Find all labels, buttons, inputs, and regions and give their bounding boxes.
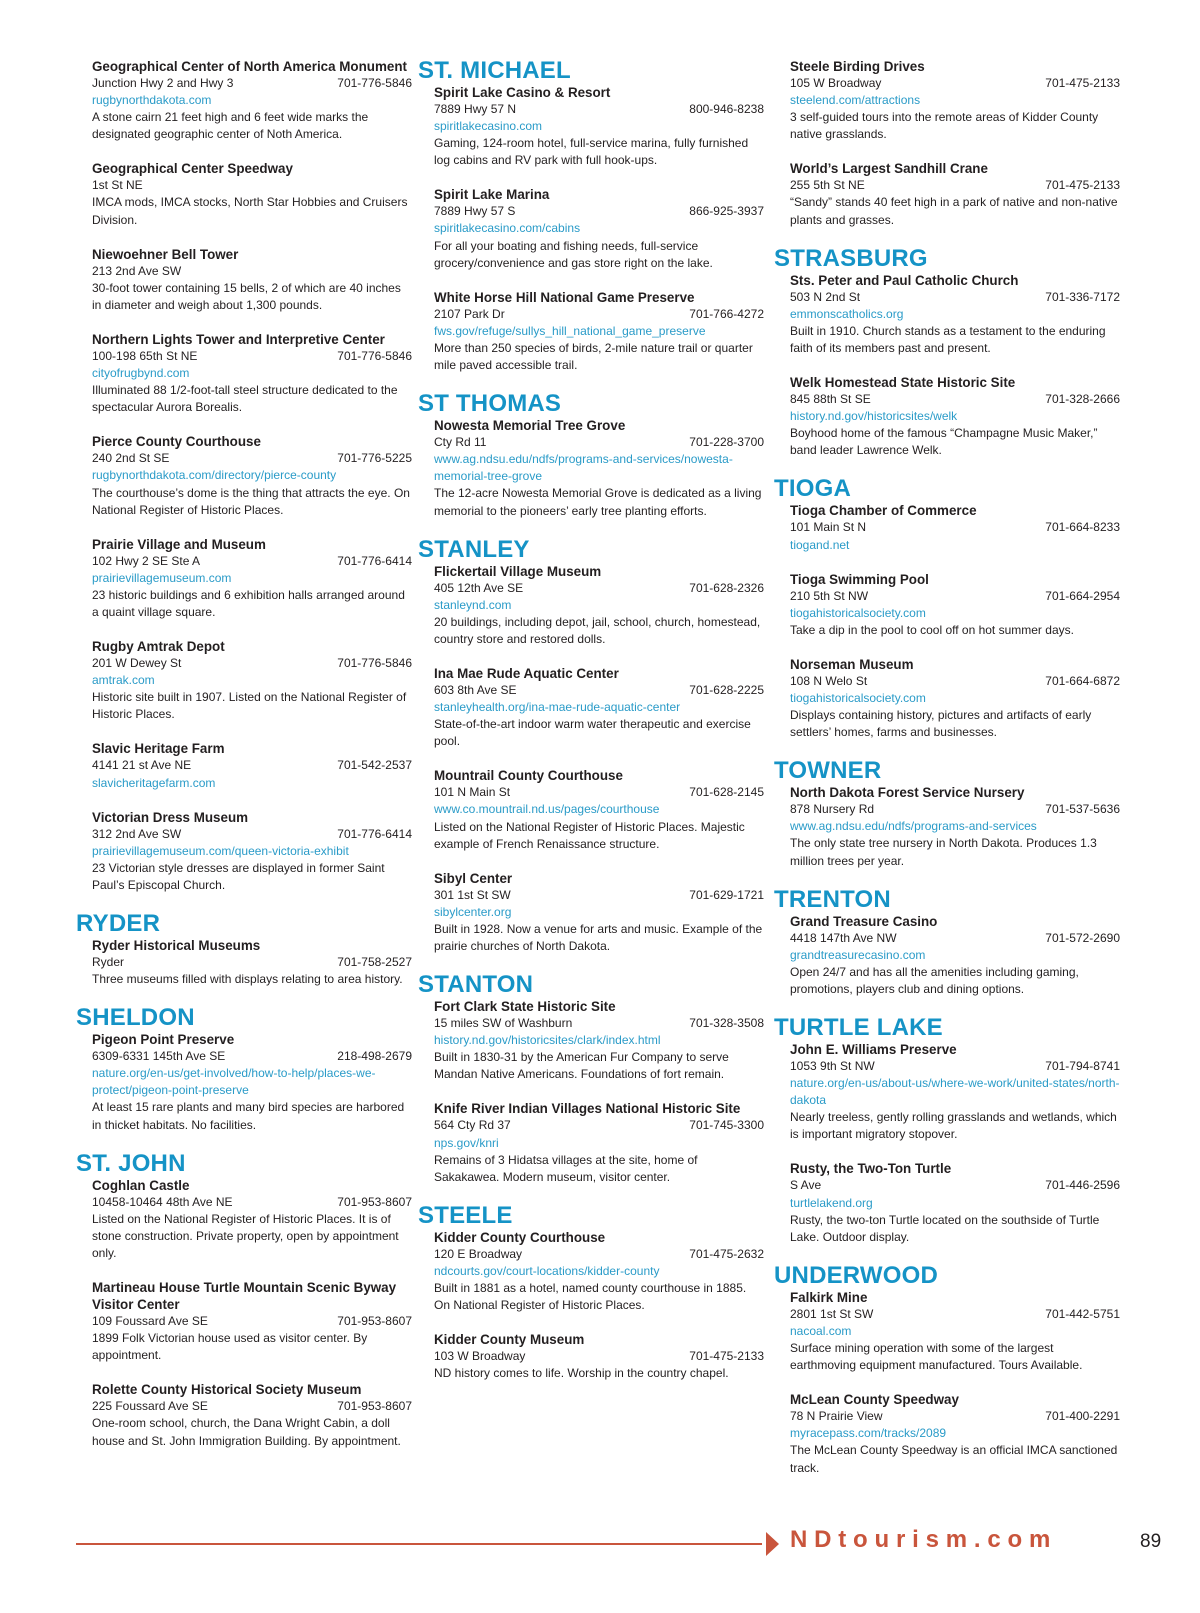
address-row	[790, 1408, 1120, 1425]
attraction-name: Spirit Lake Casino & Resort	[434, 85, 611, 100]
attraction-description: Historic site built in 1907. Listed on the National Register of Historic Places.	[92, 690, 407, 722]
city-heading: TRENTON	[774, 885, 891, 913]
attraction-link[interactable]: tiogahistoricalsociety.com	[790, 690, 926, 705]
city-heading: ST THOMAS	[418, 390, 562, 418]
attraction-name: Slavic Heritage Farm	[92, 741, 225, 757]
address-row	[92, 348, 412, 365]
attraction-name: Pigeon Point Preserve	[92, 1032, 235, 1048]
attraction-link[interactable]: www.ag.ndsu.edu/ndfs/programs-and-services/nowesta-memorial-tree-grove	[434, 452, 733, 484]
attraction-link[interactable]: fws.gov/refuge/sullys_hill_national_game_preserve	[434, 323, 706, 338]
attraction-name: White Horse Hill National Game Preserve	[434, 289, 695, 305]
attraction-phone[interactable]: 701-228-3700	[689, 435, 764, 450]
attraction-entry	[92, 433, 412, 518]
attraction-phone[interactable]: 701-664-8233	[1045, 520, 1120, 535]
attraction-entry	[92, 1381, 412, 1449]
attraction-phone[interactable]: 701-629-1721	[689, 887, 764, 902]
attraction-phone[interactable]: 701-446-2596	[1045, 1178, 1120, 1193]
attraction-description: Take a dip in the pool to cool off on hot summer days.	[790, 622, 1074, 637]
city-heading: RYDER	[76, 910, 161, 937]
attraction-address: 102 Hwy 2 SE Ste A	[92, 553, 201, 568]
attraction-entry	[434, 870, 764, 955]
attraction-entry	[92, 1031, 412, 1133]
attraction-description: 30-foot tower containing 15 bells, 2 of which are 40 inches in diameter and weigh about 1,300 pounds.	[92, 280, 401, 312]
attraction-entry	[790, 656, 1120, 741]
address-row	[790, 1058, 1120, 1075]
footer-rule	[76, 1543, 762, 1545]
attraction-name: McLean County Speedway	[790, 1392, 959, 1408]
address-row	[92, 1313, 412, 1330]
attraction-entry	[92, 937, 412, 988]
attraction-description: One-room school, church, the Dana Wright Cabin, a doll house and St. John Immigration Building. By appointment.	[92, 1416, 401, 1448]
address-row	[790, 519, 1120, 536]
attraction-entry	[92, 246, 412, 314]
attraction-phone[interactable]: 701-475-2133	[1045, 76, 1120, 90]
attraction-name: Ryder Historical Museums	[92, 938, 261, 953]
attraction-address: 1st St NE	[92, 178, 143, 193]
address-row	[790, 1306, 1120, 1323]
attraction-link[interactable]: history.nd.gov/historicsites/welk	[790, 409, 958, 424]
attraction-description: ND history comes to life. Worship in the country chapel.	[434, 1366, 729, 1381]
address-row	[434, 1246, 764, 1263]
attraction-entry	[92, 58, 412, 143]
attraction-entry	[790, 1160, 1120, 1245]
attraction-entry	[790, 1391, 1120, 1476]
attraction-name: Kidder County Courthouse	[434, 1229, 606, 1245]
attraction-entry	[790, 913, 1120, 998]
city-heading: STANLEY	[418, 535, 530, 563]
attraction-phone[interactable]: 701-794-8741	[1045, 1059, 1120, 1073]
attraction-description: 20 buildings, including depot, jail, school, church, homestead, country store and restored dolls.	[434, 614, 761, 646]
attraction-description: At least 15 rare plants and many bird species are harbored in thicket habitats. No facilities.	[92, 1100, 405, 1132]
attraction-name: Tioga Swimming Pool	[790, 571, 929, 587]
attraction-phone[interactable]: 701-776-5846	[337, 76, 412, 90]
attraction-address: 2801 1st St SW	[790, 1306, 874, 1321]
attraction-address: 4141 21 st Ave NE	[92, 758, 192, 773]
attraction-entry	[434, 417, 764, 519]
attraction-address: 301 1st St SW	[434, 887, 511, 902]
attraction-address: 7889 Hwy 57 S	[434, 204, 516, 219]
attraction-link[interactable]: grandtreasurecasino.com	[790, 947, 926, 962]
city-heading: STANTON	[418, 971, 534, 999]
address-row	[434, 1348, 764, 1365]
address-row	[92, 263, 412, 280]
attraction-link[interactable]: tiogahistoricalsociety.com	[790, 605, 926, 620]
address-row	[92, 1194, 412, 1211]
attraction-description: The only state tree nursery in North Dakota. Produces 1.3 million trees per year.	[790, 836, 1097, 868]
attraction-name: John E. Williams Preserve	[790, 1042, 957, 1057]
attraction-name: Ina Mae Rude Aquatic Center	[434, 665, 619, 681]
city-heading: TOWNER	[774, 757, 882, 785]
attraction-link[interactable]: history.nd.gov/historicsites/clark/index.html	[434, 1033, 661, 1048]
attraction-name: Northern Lights Tower and Interpretive Center	[92, 331, 385, 347]
attraction-entry	[790, 58, 1120, 143]
attraction-entry	[434, 998, 764, 1083]
attraction-address: 103 W Broadway	[434, 1349, 526, 1364]
attraction-address: 255 5th St NE	[790, 178, 865, 193]
attraction-link[interactable]: nature.org/en-us/about-us/where-we-work/united-states/north-dakota	[790, 1076, 1120, 1108]
attraction-name: Coghlan Castle	[92, 1177, 190, 1193]
address-row	[434, 887, 764, 904]
address-row	[92, 954, 412, 971]
column-3	[774, 58, 1120, 1494]
city-heading: UNDERWOOD	[774, 1261, 939, 1289]
city-heading: TURTLE LAKE	[774, 1014, 943, 1041]
attraction-phone[interactable]: 866-925-3937	[689, 204, 764, 219]
attraction-address: 603 8th Ave SE	[434, 682, 517, 697]
attraction-entry	[92, 331, 412, 416]
address-row	[434, 434, 764, 451]
attraction-link[interactable]: cityofrugbynd.com	[92, 366, 190, 381]
attraction-phone[interactable]: 701-542-2537	[337, 758, 412, 773]
attraction-name: Geographical Center of North America Monument	[92, 59, 407, 74]
footer-arrow-icon	[766, 1532, 779, 1556]
attraction-link[interactable]: spiritlakecasino.com/cabins	[434, 221, 581, 236]
attraction-phone[interactable]: 701-758-2527	[337, 955, 412, 969]
attraction-description: Illuminated 88 1/2-foot-tall steel structure dedicated to the spectacular Aurora Borealis.	[92, 383, 398, 415]
attraction-name: Sts. Peter and Paul Catholic Church	[790, 272, 1019, 288]
attraction-phone[interactable]: 701-776-5225	[337, 451, 412, 466]
attraction-entry	[92, 1177, 412, 1262]
attraction-address: Junction Hwy 2 and Hwy 3	[92, 76, 234, 90]
attraction-address: Ryder	[92, 955, 125, 969]
attraction-name: Spirit Lake Marina	[434, 187, 550, 203]
address-row	[92, 75, 412, 92]
attraction-link[interactable]: myracepass.com/tracks/2089	[790, 1426, 947, 1441]
footer-website[interactable]: NDtourism.com	[790, 1526, 1058, 1553]
attraction-phone[interactable]: 701-475-2632	[689, 1246, 764, 1261]
attraction-description: Surface mining operation with some of the largest earthmoving equipment manufactured. Tours Available.	[790, 1341, 1083, 1373]
attraction-name: Welk Homestead State Historic Site	[790, 375, 1016, 391]
attraction-description: 1899 Folk Victorian house used as visitor center. By appointment.	[92, 1331, 368, 1363]
city-heading: STRASBURG	[774, 244, 928, 272]
attraction-description: Built in 1881 as a hotel, named county courthouse in 1885. On National Register of Historic Places.	[434, 1281, 747, 1313]
attraction-link[interactable]: steelend.com/attractions	[790, 93, 921, 108]
attraction-address: 210 5th St NW	[790, 588, 869, 603]
address-row	[790, 673, 1120, 690]
attraction-entry	[92, 1279, 412, 1364]
attraction-name: Martineau House Turtle Mountain Scenic Byway Visitor Center	[92, 1280, 397, 1313]
attraction-phone[interactable]: 218-498-2679	[337, 1049, 412, 1064]
attraction-entry	[434, 665, 764, 750]
attraction-name: Niewoehner Bell Tower	[92, 246, 239, 262]
page-number: 89	[1140, 1531, 1162, 1552]
address-row	[790, 1177, 1120, 1194]
attraction-entry	[434, 1229, 764, 1314]
attraction-name: Steele Birding Drives	[790, 59, 925, 74]
attraction-phone[interactable]: 701-776-5846	[337, 656, 412, 671]
address-row	[790, 391, 1120, 408]
attraction-address: 108 N Welo St	[790, 673, 868, 688]
address-row	[790, 801, 1120, 818]
attraction-name: Mountrail County Courthouse	[434, 768, 623, 784]
address-row	[434, 306, 764, 323]
attraction-address: 312 2nd Ave SW	[92, 826, 182, 841]
attraction-address: 109 Foussard Ave SE	[92, 1314, 208, 1329]
attraction-name: Flickertail Village Museum	[434, 563, 602, 579]
attraction-address: Cty Rd 11	[434, 435, 487, 450]
attraction-address: 405 12th Ave SE	[434, 580, 524, 595]
attraction-link[interactable]: prairievillagemuseum.com	[92, 570, 232, 585]
attraction-address: 10458-10464 48th Ave NE	[92, 1194, 233, 1209]
attraction-phone[interactable]: 701-776-5846	[337, 348, 412, 363]
attraction-description: “Sandy” stands 40 feet high in a park of native and non-native plants and grasses.	[790, 195, 1118, 227]
column-2	[418, 57, 764, 1399]
address-row	[790, 930, 1120, 947]
address-row	[92, 177, 412, 194]
city-heading: TIOGA	[774, 475, 851, 503]
attraction-description: Nearly treeless, gently rolling grasslands and wetlands, which is important migratory stopover.	[790, 1110, 1117, 1142]
attraction-name: Sibyl Center	[434, 870, 513, 886]
attraction-name: Geographical Center Speedway	[92, 161, 293, 177]
attraction-phone[interactable]: 701-336-7172	[1045, 289, 1120, 304]
attraction-phone[interactable]: 701-776-6414	[337, 553, 412, 568]
attraction-description: The McLean County Speedway is an official IMCA sanctioned track.	[790, 1443, 1118, 1475]
attraction-address: 120 E Broadway	[434, 1246, 523, 1261]
attraction-entry	[92, 809, 412, 894]
attraction-address: 845 88th St SE	[790, 392, 871, 407]
attraction-phone[interactable]: 701-475-2133	[1045, 178, 1120, 193]
address-row	[92, 553, 412, 570]
city-heading: ST. JOHN	[76, 1149, 186, 1177]
attraction-phone[interactable]: 701-475-2133	[689, 1349, 764, 1364]
attraction-name: World’s Largest Sandhill Crane	[790, 161, 988, 177]
attraction-phone[interactable]: 701-572-2690	[1045, 930, 1120, 945]
attraction-entry	[790, 571, 1120, 639]
attraction-link[interactable]: nature.org/en-us/get-involved/how-to-help/places-we-protect/pigeon-point-preserve	[92, 1066, 376, 1098]
attraction-description: More than 250 species of birds, 2-mile nature trail or quarter mile paved accessible trail.	[434, 340, 753, 373]
attraction-phone[interactable]: 701-953-8607	[337, 1194, 412, 1209]
attraction-entry	[790, 160, 1120, 228]
address-row	[434, 1015, 764, 1032]
attraction-link[interactable]: stanleyhealth.org/ina-mae-rude-aquatic-center	[434, 700, 681, 715]
attraction-description: 23 Victorian style dresses are displayed in former Saint Paul’s Episcopal Church.	[92, 860, 385, 892]
address-row	[434, 1117, 764, 1134]
attraction-entry	[92, 638, 412, 723]
attraction-name: North Dakota Forest Service Nursery	[790, 785, 1025, 801]
attraction-description: Rusty, the two-ton Turtle located on the southside of Turtle Lake. Outdoor display.	[790, 1212, 1100, 1244]
address-row	[92, 655, 412, 672]
attraction-phone[interactable]: 701-953-8607	[337, 1399, 412, 1414]
address-row	[434, 203, 764, 220]
attraction-link[interactable]: emmonscatholics.org	[790, 306, 904, 321]
attraction-name: Rusty, the Two-Ton Turtle	[790, 1161, 952, 1177]
attraction-description: 23 historic buildings and 6 exhibition halls arranged around a quaint village square.	[92, 587, 405, 619]
attraction-name: Kidder County Museum	[434, 1332, 585, 1348]
attraction-address: 213 2nd Ave SW	[92, 263, 182, 278]
attraction-address: 105 W Broadway	[790, 76, 882, 90]
attraction-phone[interactable]: 701-628-2225	[689, 682, 764, 697]
address-row	[790, 588, 1120, 605]
attraction-description: IMCA mods, IMCA stocks, North Star Hobbies and Cruisers Division.	[92, 195, 408, 227]
attraction-address: 6309-6331 145th Ave SE	[92, 1049, 226, 1064]
address-row	[92, 450, 412, 467]
attraction-description: The courthouse’s dome is the thing that attracts the eye. On National Register of Historic Places.	[92, 485, 410, 517]
attraction-address: 101 N Main St	[434, 785, 511, 800]
attraction-link[interactable]: spiritlakecasino.com	[434, 119, 543, 134]
attraction-name: Nowesta Memorial Tree Grove	[434, 418, 626, 434]
city-heading: ST. MICHAEL	[418, 57, 571, 84]
attraction-name: Prairie Village and Museum	[92, 536, 266, 552]
attraction-name: Victorian Dress Museum	[92, 809, 249, 825]
attraction-link[interactable]: turtlelakend.org	[790, 1195, 873, 1210]
attraction-entry	[790, 784, 1120, 869]
attraction-link[interactable]: nacoal.com	[790, 1323, 852, 1338]
attraction-link[interactable]: prairievillagemuseum.com/queen-victoria-exhibit	[92, 843, 349, 858]
attraction-phone[interactable]: 701-628-2145	[689, 785, 764, 800]
attraction-entry	[790, 272, 1120, 357]
attraction-entry	[434, 186, 764, 271]
attraction-phone[interactable]: 701-953-8607	[337, 1314, 412, 1329]
attraction-phone[interactable]: 701-745-3300	[689, 1118, 764, 1133]
attraction-entry	[790, 502, 1120, 553]
attraction-phone[interactable]: 701-766-4272	[689, 306, 764, 321]
address-row	[92, 826, 412, 843]
attraction-description: State-of-the-art indoor warm water therapeutic and exercise pool.	[434, 717, 751, 749]
attraction-address: 201 W Dewey St	[92, 656, 182, 671]
attraction-address: 4418 147th Ave NW	[790, 930, 897, 945]
attraction-address: 240 2nd St SE	[92, 451, 170, 466]
attraction-description: Listed on the National Register of Historic Places. Majestic example of French Renaissance structure.	[434, 819, 745, 851]
attraction-name: Tioga Chamber of Commerce	[790, 503, 977, 519]
attraction-phone[interactable]: 800-946-8238	[689, 102, 764, 116]
attraction-entry	[92, 160, 412, 228]
attraction-entry	[434, 563, 764, 648]
attraction-name: Norseman Museum	[790, 656, 914, 672]
attraction-description: Displays containing history, pictures and artifacts of early settlers’ homes, farms and businesses.	[790, 708, 1092, 740]
attraction-name: Knife River Indian Villages National Historic Site	[434, 1101, 741, 1117]
address-row	[434, 682, 764, 699]
city-heading: SHELDON	[76, 1004, 195, 1032]
attraction-entry	[434, 1331, 764, 1382]
address-row	[790, 75, 1120, 92]
attraction-phone[interactable]: 701-628-2326	[689, 580, 764, 595]
address-row	[790, 289, 1120, 306]
attraction-phone[interactable]: 701-537-5636	[1045, 802, 1120, 817]
attraction-link[interactable]: www.ag.ndsu.edu/ndfs/programs-and-services	[790, 819, 1037, 834]
city-heading: STEELE	[418, 1201, 513, 1229]
attraction-address: 100-198 65th St NE	[92, 348, 198, 363]
attraction-description: Gaming, 124-room hotel, full-service marina, fully furnished log cabins and RV park with full hook-ups.	[434, 136, 749, 168]
attraction-address: 7889 Hwy 57 N	[434, 102, 517, 116]
attraction-description: Boyhood home of the famous “Champagne Music Maker,” band leader Lawrence Welk.	[790, 426, 1098, 458]
attraction-address: 1053 9th St NW	[790, 1059, 875, 1073]
address-row	[790, 177, 1120, 194]
attraction-link[interactable]: ndcourts.gov/court-locations/kidder-county	[434, 1263, 660, 1278]
attraction-address: 101 Main St N	[790, 520, 867, 535]
attraction-description: Three museums filled with displays relating to area history.	[92, 972, 403, 987]
address-row	[434, 580, 764, 597]
attraction-address: S Ave	[790, 1178, 822, 1193]
attraction-entry	[92, 740, 412, 791]
attraction-link[interactable]: stanleynd.com	[434, 597, 512, 612]
attraction-address: 878 Nursery Rd	[790, 802, 875, 817]
attraction-entry	[790, 1289, 1120, 1374]
attraction-description: Open 24/7 and has all the amenities including gaming, promotions, players club and dining options.	[790, 964, 1079, 996]
attraction-description: 3 self-guided tours into the remote areas of Kidder County native grasslands.	[790, 110, 1099, 142]
attraction-phone[interactable]: 701-328-2666	[1045, 392, 1120, 407]
attraction-name: Rolette County Historical Society Museum	[92, 1382, 362, 1398]
attraction-phone[interactable]: 701-400-2291	[1045, 1409, 1120, 1424]
attraction-description: Remains of 3 Hidatsa villages at the site, home of Sakakawea. Modern museum, visitor center.	[434, 1152, 698, 1184]
attraction-name: Pierce County Courthouse	[92, 434, 261, 450]
address-row	[92, 1398, 412, 1415]
attraction-link[interactable]: sibylcenter.org	[434, 904, 512, 919]
attraction-phone[interactable]: 701-776-6414	[337, 826, 412, 841]
address-row	[434, 784, 764, 801]
attraction-description: For all your boating and fishing needs, full-service grocery/convenience and gas store right on the lake.	[434, 238, 713, 270]
attraction-description: A stone cairn 21 feet high and 6 feet wide marks the designated geographic center of Noth America.	[92, 110, 369, 142]
attraction-entry	[790, 374, 1120, 459]
attraction-entry	[434, 289, 764, 374]
attraction-link[interactable]: rugbynorthdakota.com	[92, 93, 212, 108]
column-1	[76, 58, 412, 1467]
address-row	[92, 757, 412, 774]
attraction-phone[interactable]: 701-328-3508	[689, 1016, 764, 1031]
attraction-name: Rugby Amtrak Depot	[92, 639, 225, 655]
attraction-address: 564 Cty Rd 37	[434, 1118, 511, 1133]
attraction-name: Falkirk Mine	[790, 1289, 868, 1305]
attraction-phone[interactable]: 701-442-5751	[1045, 1306, 1120, 1321]
address-row	[434, 101, 764, 118]
attraction-description: Built in 1910. Church stands as a testament to the enduring faith of its members past and present.	[790, 323, 1106, 355]
attraction-entry	[92, 536, 412, 621]
attraction-link[interactable]: nps.gov/knri	[434, 1135, 499, 1150]
attraction-entry	[434, 84, 764, 169]
attraction-name: Grand Treasure Casino	[790, 913, 938, 929]
attraction-address: 503 N 2nd St	[790, 289, 861, 304]
attraction-address: 225 Foussard Ave SE	[92, 1399, 208, 1414]
attraction-link[interactable]: amtrak.com	[92, 673, 155, 688]
attraction-link[interactable]: slavicheritagefarm.com	[92, 775, 216, 790]
attraction-address: 15 miles SW of Washburn	[434, 1016, 573, 1031]
attraction-link[interactable]: rugbynorthdakota.com/directory/pierce-county	[92, 468, 337, 483]
attraction-description: Built in 1830-31 by the American Fur Company to serve Mandan Native Americans. Foundations of fort remain.	[434, 1050, 729, 1082]
attraction-description: Built in 1928. Now a venue for arts and music. Example of the prairie churches of North Dakota.	[434, 921, 763, 953]
attraction-address: 78 N Prairie View	[790, 1409, 883, 1424]
attraction-link[interactable]: www.co.mountrail.nd.us/pages/courthouse	[434, 802, 660, 817]
attraction-entry	[434, 1100, 764, 1185]
attraction-description: The 12-acre Nowesta Memorial Grove is dedicated as a living memorial to the pioneers’ early tree planting efforts.	[434, 486, 762, 518]
attraction-entry	[434, 767, 764, 852]
address-row	[92, 1048, 412, 1065]
attraction-name: Fort Clark State Historic Site	[434, 999, 616, 1015]
attraction-description: Listed on the National Register of Historic Places. It is of stone construction. Private property, open by appointment only.	[92, 1211, 399, 1260]
attraction-phone[interactable]: 701-664-2954	[1045, 588, 1120, 603]
attraction-address: 2107 Park Dr	[434, 306, 505, 321]
attraction-phone[interactable]: 701-664-6872	[1045, 673, 1120, 688]
attraction-entry	[790, 1041, 1120, 1143]
attraction-link[interactable]: tiogand.net	[790, 537, 850, 552]
